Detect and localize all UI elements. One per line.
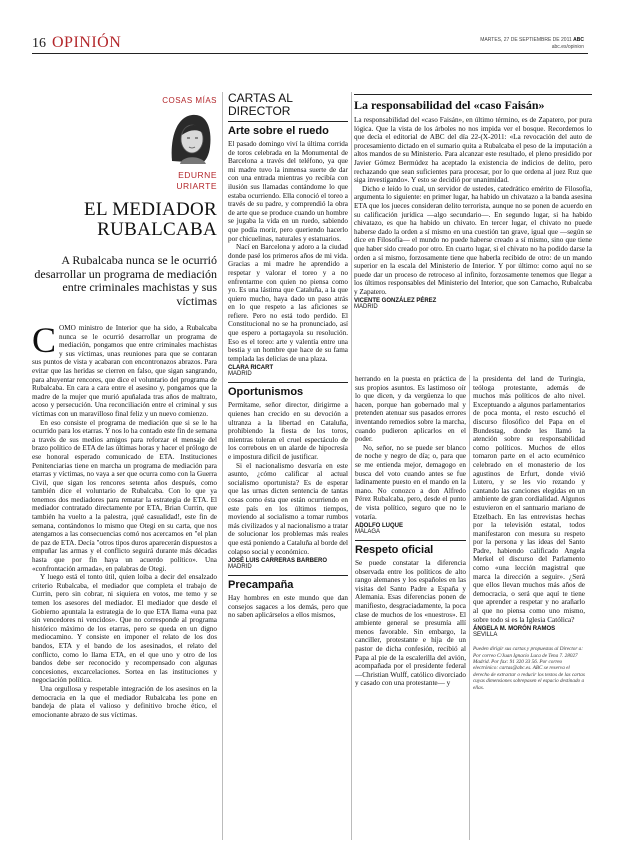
- drop-cap: C: [32, 320, 57, 360]
- letter-body: [355, 559, 466, 688]
- letter-city: SEVILLA: [473, 632, 498, 639]
- box-rule: [354, 94, 592, 95]
- paragraph: Y luego está el tonto útil, quien loiba a decir del ensalzado criterio Rubalcaba, el mediador que completa el trabajo de Currin, pero sin cobrar, ni siquiera en votos, me temo y se temen los asesores del mediador. El mediador que desde el Gobierno apuntala la estrategia de lo que ETA llama «una paz sin vencedores ni vencidos». Que no corresponde al programa histórico máximo de los etarras, pero se queda en un digno mediocamino. Y consiste en imponer el relato de los dos bandos, ETA y el bando de los asesinados, el relato del conflicto, como lo llama ETA, en el que uno y otro de los bandos debe ser reconocido y recompensado con algunas concesiones, excarcelaciones. Sortea en las instituciones y negociación política.: [32, 573, 217, 685]
- letter-body: [228, 594, 348, 620]
- column-body: [32, 320, 217, 719]
- column-subtitle: A Rubalcaba nunca se le ocurrió desarrollar un programa de mediación entre criminales machistas y sus víctimas: [34, 253, 217, 308]
- letter-signature: ÁNGELA M. MORÓN RAMOS: [473, 626, 556, 633]
- letter-body: [228, 140, 348, 363]
- paragraph: la presidenta del land de Turingia, teóloga protestante, además de muchos más políticos de alto nivel. Exceptuando a algunos parlamentarios de poca monta, el resto escuchó el discurso filosófico del Papa en el Bundestag, donde les llamó la atención sobre su responsabilidad como políticos. Muchos de ellos tomaron parte en el acto ecuménico celebrado en el monasterio de los agustinos de Erfurt, donde vivió Lutero, y se les vio rezando y cantando las canciones elegidas en un ambiente de gran cordialidad. Algunos estuvieron en el santuario mariano de Etzelbach. En las entrevistas hechas por la televisión estatal, todos manifestaron con mesura su respeto por la persona y las ideas del Santo Padre, habiendo calificado Angela Merkel el discurso del Parlamento como «una lección magistral que marca la dirección a seguir». ¿Será que ellos llevan muchos más años de democracia, o será que aquí te tiene que aprender a respetar y no arañarlo al que no piensa como uno mismo, sobre todo si es la Iglesia Católica?: [473, 375, 585, 624]
- page-number: 16: [32, 36, 46, 51]
- editorial-letter: [354, 94, 592, 372]
- paragraph: Una orgullosa y respetable integración de los asesinos en la democracia en la que el mediador Rubalcaba les pone en bandeja de plata el valioso y definitivo broche ético, el emocionante abrazo de sus víctimas.: [32, 684, 217, 719]
- title-line: RUBALCABA: [97, 219, 217, 240]
- letter-body: [473, 375, 585, 624]
- letters-column: [228, 92, 348, 842]
- letter-title: Precampaña: [228, 575, 348, 591]
- paragraph: [32, 320, 217, 419]
- paragraph: En eso consiste el programa de mediación que si se le ha ocurrido para los etarras. Y nos lo ha contado este fin de semana a través de sus medios amigos para reforzar el mensaje del brazo político de ETA de las últimas horas y hacer el prólogo de ese honoral esperado comunicado de ETA. Instituciones Penitenciarias tiene en marcha un programa de mediación para etarras y víctimas, no vaya a ser que ocurra como con la Guerra Civil, que sigan los rencores setenta años después, como también dice el voluntario de Rubalcaba. Con lo que ya tenemos dos mediadores para rematar la estrategia de ETA. El mediador contratado directamente por ETA, Brian Currin, que también ha vuelto a la palestra, ¡qué casualidad!, este fin de semana, contándonos lo mismo que Otegi en su carta, que nos atengamos a las consecuencias comó nos acercamos en "el plan de paz de ETA. Decía "otros tipos duros aparecerán dispuestos a empuñar las armas y el conflicto seguirá durante más décadas hasta que por fin haya un acuerdo político». Una «confrontación armada», en palabras de Otegi.: [32, 418, 217, 573]
- column-divider: [469, 375, 470, 840]
- letters-column: [473, 375, 585, 840]
- brand-logo: ABC: [573, 37, 584, 43]
- author-name: [32, 170, 217, 192]
- editorial-city: MADRID: [354, 304, 378, 311]
- letters-column: [355, 375, 466, 840]
- editorial-signature: VICENTE GONZÁLEZ PÉREZ: [354, 298, 437, 305]
- letter-city: MÁLAGA: [355, 529, 381, 536]
- letter-title: Oportunismos: [228, 382, 348, 398]
- paragraph: El pasado domingo viví la última corrida de toros celebrada en la Monumental de Barcelona a través del teléfono, ya que mi madre tuvo la inmensa suerte de dar con una entrada mientras yo recibía con ilusión sus llamadas contándome lo que estaba ocurriendo. Ella conoció el toreo a través de su padre, y comprendió la obra de arte que se produce cuando un hombre se jugaba la vida en un ruedo, sabiendo que podía morir, pero queriendo hacerlo por chicuelinas, naturales y estatuarios.: [228, 140, 348, 243]
- column-divider: [222, 92, 223, 840]
- paragraph: Permítame, señor director, dirigirme a quienes han crecido en su devoción a ultranza a la libertad en Cataluña, prohibiendo la fiesta de los toros, mientras toleran el cruel espectáculo de los correbous en un alarde de hipocresía e impostura difícil de justificar.: [228, 401, 348, 461]
- paragraph: Dicho e leído lo cual, un servidor de ustedes, catedrático emérito de Filosofía, argumenta lo siguiente: en primer lugar, ha habido un chivatazo a la banda asesina ETA que los jueces consideran delito terrorista, aunque no se ponen de acuerdo en su calificación jurídica —algo secundario—. En segundo lugar, si ha habido chivatazo, es que ha habido un chivato. En tercer lugar, el chivato no puede haberse dado la orden a sí mismo en una cuestión tan grave, igual que —según se dice en Filosofía— el mundo no puede haberse creado a sí mismo, sino que tiene que haber sido creado por otro. En cuarto lugar, si el chivato no ha podido darse la orden a sí mismo, forzosamente tiene que haberla recibido de otro: de un mando superior en la escala del Ministerio de Interior. Y por último: como aquí no se puede dar un proceso de retroceso al infinito, forzosamente tenemos que llegar a los últimos responsables del Ministerio del Interior, que son Camacho, Rubalcaba y Zapatero.: [354, 184, 592, 296]
- paragraph: No, señor, no se puede ser blanco de noche y negro de día; o, para que se me entienda mejor, demagogo en busca del voto cuando antes se fue ladinamente puesto en el mando en la mano. No conozco a don Alfredo Pérez Rubalcaba, pero, desde el punto de vista político, seguro que no le votaría.: [355, 443, 466, 521]
- editorial-title: La responsabilidad del «caso Faisán»: [354, 98, 545, 112]
- letter-title: Arte sobre el ruedo: [228, 121, 348, 137]
- title-line: EL MEDIADOR: [84, 199, 217, 220]
- author-first-name: EDURNE: [178, 170, 217, 180]
- author-portrait: [162, 109, 217, 164]
- letter-signature: ADOLFO LUQUE: [355, 523, 403, 530]
- date-text: MARTES, 27 DE SEPTIEMBRE DE 2011: [480, 37, 572, 43]
- paragraph: La responsabilidad del «caso Faisán», en último término, es de Zapatero, por pura lógica. Que la vista de los árboles no nos impida ver el bosque. Recordemos lo que decía el editorial de ABC del día 22-(X-2011: «La revocación del auto de procesamiento dictado en el sumario quita a Rubalcaba el peso de la imputación a altos mandos de su Ministerio. Para alcanzar este resultado, el pleno presidido por Javier Gómez Bermúdez ha aceptado la existencia de indicios de delito, pero rechazando que sean suficientes para procesar, por lo que ordena al juez Ruz que siga investigando». Y esto se decidió por unanimidad.: [354, 116, 592, 185]
- header-rule: [32, 53, 588, 54]
- letter-signature: CLARA RICART: [228, 365, 274, 372]
- letter-body: [355, 375, 466, 521]
- paragraph: Si el nacionalismo desvaría en este asunto, ¿cómo calificar al actual socialismo oportunista? Es de esperar que las urnas dicten sentencia de tantas cosas como ésta que están ocurriendo en este país en los últimos tiempos, moviendo al socialismo a tomar rumbos más civilizados y al nacionalismo a tratar de solucionar los problemas más reales que está poniendo a Cataluña al borde del colapso social y económico.: [228, 461, 348, 556]
- letter-title: Respeto oficial: [355, 540, 466, 556]
- opinion-column: [32, 60, 217, 840]
- header-date: [480, 37, 584, 51]
- letter-signature: JOSÉ LUIS CARRERAS BARBERO: [228, 558, 328, 565]
- letter-city: MADRID: [228, 564, 252, 571]
- column-kicker: COSAS MÍAS: [162, 96, 217, 105]
- column-title: [32, 200, 217, 240]
- paragraph: Nací en Barcelona y adoro a la ciudad donde pasé los primeros años de mi vida. Gracias a mi madre he aprendido a respetar y valorar el toreo y a no enfrentarme con quien no piensa como yo. Es una lástima que Cataluña, a la que quiero mucho, haya dado un paso atrás en lo que respeto a las aficiones se refiere. Pero no está todo perdido. El Constitucional no se ha pronunciado, así que espero a portagayola su resolución. Eso es el toreo: arte y valentía entre una bestia y un hombre que hace de su fama templada las delicias de una plaza.: [228, 243, 348, 363]
- site-link[interactable]: abc.es/opinion: [551, 44, 584, 50]
- paragraph-text: OMO ministro de Interior que ha sido, a Rubalcaba nunca se le ocurrió desarrollar un programa de mediación, pongamos que entre criminales machistas y sus víctimas, unas reuniones para que se contaran sus puntos de vista y acabaran con encontronazos abrazos. Para evitar que las heridas se cierren en falso, que sigan sangrando, para ahuyentar rencores, que dice el voluntario del programa de Rubalcaba. En cara a cara entre el asesino y, pongamos que la madre de la mujer que murió apuñalada tras años de maltrato, acoso y persecución. Una reconciliación entre el criminal y sus víctimas con un maravilloso final feliz y un nuevo comienzo.: [32, 324, 217, 418]
- letter-city: MADRID: [228, 371, 252, 378]
- paragraph: Se puede constatar la diferencia observada entre los políticos de alto rango alemanes y los españoles en las visitas del Santo Padre a España y Alemania. Esas diferencias ponen de manifiesto, desgraciadamente, la poca clase de muchos de los «nuestros». El ambiente general se presumía allí menos favorable. Sin embargo, la canciller, protestante e hija de un pastor de dicha confesión, recibió al Papa al pie de la escalerilla del avión, acompañada por el presidente federal —Christian Wulff, católico divorciado y casado con una protestante— y: [355, 559, 466, 688]
- paragraph: Hay hombres en este mundo que dan consejos sagaces a los demás, pero que no saben aplicárselos a ellos mismos,: [228, 594, 348, 620]
- author-last-name: URIARTE: [176, 181, 217, 191]
- letters-section-title: CARTAS AL DIRECTOR: [228, 92, 293, 118]
- editorial-body: [354, 116, 592, 296]
- letter-body: [228, 401, 348, 556]
- letters-note: Pueden dirigir sus cartas y propuestas al Director a: Por correo C/Juan Ignacio Luca de Tena 7. 28027 Madrid. Por fax: 91 320 33 56. Por correo electrónico: cartas@abc.es. ABC se reserva el derecho de extractar o reducir los textos de las cartas cuyas dimensiones sobrepasen el espacio destinado a ellas.: [473, 646, 585, 691]
- section-title: OPINIÓN: [52, 34, 122, 51]
- column-divider: [351, 92, 352, 840]
- paragraph: herrando en la puesta en práctica de sus propios asuntos. Es lastimoso oír lo que dicen, y da vergüenza lo que hacen, porque han gobernado mal y pretenden atenuar sus pasados errores inventando remedios sobre la marcha, cuando pudieron aplicarlos en el poder.: [355, 375, 466, 444]
